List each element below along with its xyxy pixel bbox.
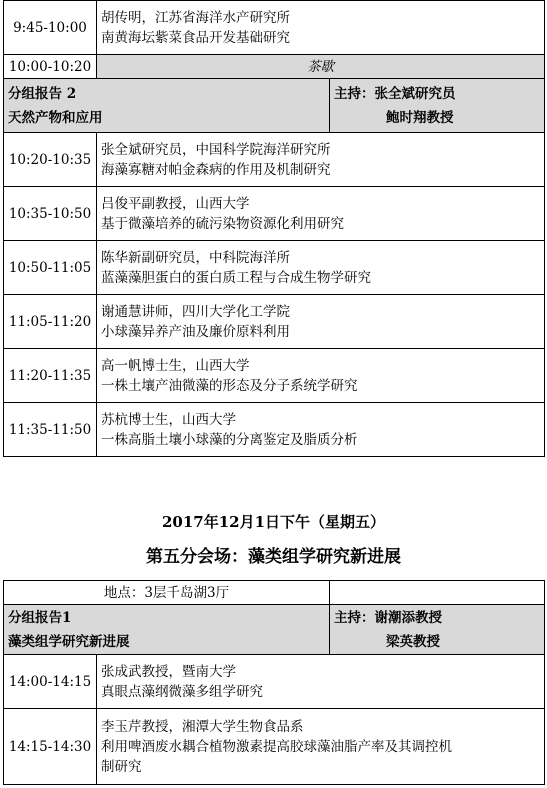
talk-row <box>4 133 545 187</box>
session-host-secondary: 鲍时翔教授 <box>386 109 454 126</box>
talk-row <box>4 295 545 349</box>
talk-details <box>97 133 545 187</box>
session-name <box>4 605 330 655</box>
talk-time: 11:35-11:50 <box>4 403 97 457</box>
talk-speaker: 谢通慧讲师，四川大学化工学院 <box>101 303 290 320</box>
location-empty-cell <box>330 581 545 605</box>
talk-details <box>97 1 545 55</box>
talk-speaker: 李玉芹教授，湘潭大学生物食品系 <box>101 718 304 735</box>
venue-heading: 第五分会场：藻类组学研究新进展 <box>146 547 401 567</box>
session-host-primary: 主持：谢潮添教授 <box>334 609 442 626</box>
talk-topic: 一株高脂土壤小球藻的分离鉴定及脂质分析 <box>101 431 358 448</box>
session-header-row <box>4 79 545 133</box>
session-host-secondary: 梁英教授 <box>386 633 440 650</box>
talk-details <box>97 403 545 457</box>
talk-details <box>97 241 545 295</box>
talk-row <box>4 1 545 55</box>
talk-topic: 小球藻异养产油及廉价原料利用 <box>101 323 290 340</box>
session-header-row <box>4 605 545 655</box>
session-number: 分组报告 2 <box>8 85 77 102</box>
talk-speaker: 胡传明，江苏省海洋水产研究所 <box>101 9 290 26</box>
talk-speaker: 张成武教授，暨南大学 <box>101 663 236 680</box>
talk-speaker: 苏杭博士生，山西大学 <box>101 411 236 428</box>
talk-topic-line1: 利用啤酒废水耦合植物激素提高胶球藻油脂产率及其调控机 <box>101 738 452 755</box>
talk-topic: 蓝藻藻胆蛋白的蛋白质工程与合成生物学研究 <box>101 269 371 286</box>
talk-speaker: 吕俊平副教授，山西大学 <box>101 195 250 212</box>
session-number: 分组报告1 <box>8 609 72 626</box>
talk-row <box>4 655 545 709</box>
talk-time: 10:35-10:50 <box>4 187 97 241</box>
talk-details <box>97 709 545 785</box>
talk-topic: 南黄海坛紫菜食品开发基础研究 <box>101 29 290 46</box>
talk-topic: 一株土壤产油微藻的形态及分子系统学研究 <box>101 377 358 394</box>
talk-topic: 海藻寡糖对帕金森病的作用及机制研究 <box>101 161 331 178</box>
talk-time: 11:20-11:35 <box>4 349 97 403</box>
talk-time: 14:15-14:30 <box>4 709 97 785</box>
morning-schedule-table <box>3 0 545 457</box>
break-label: 茶歇 <box>97 55 545 79</box>
talk-time: 14:00-14:15 <box>4 655 97 709</box>
session-host-primary: 主持：张全斌研究员 <box>334 85 456 102</box>
talk-row <box>4 187 545 241</box>
session-theme: 天然产物和应用 <box>8 109 103 126</box>
talk-time: 10:20-10:35 <box>4 133 97 187</box>
location-row <box>4 581 545 605</box>
session-theme: 藻类组学研究新进展 <box>8 633 130 650</box>
session-name <box>4 79 330 133</box>
talk-row <box>4 709 545 785</box>
talk-speaker: 张全斌研究员，中国科学院海洋研究所 <box>101 141 331 158</box>
talk-details <box>97 349 545 403</box>
talk-speaker: 陈华新副研究员，中科院海洋所 <box>101 249 290 266</box>
session-hosts <box>330 605 545 655</box>
afternoon-schedule-table <box>3 580 545 785</box>
talk-topic: 真眼点藻纲微藻多组学研究 <box>101 683 263 700</box>
session-date-heading: 2017年12月1日下午（星期五） <box>161 513 386 531</box>
break-row <box>4 55 545 79</box>
talk-time: 11:05-11:20 <box>4 295 97 349</box>
talk-time: 9:45-10:00 <box>4 1 97 55</box>
break-time: 10:00-10:20 <box>4 55 97 79</box>
location-label: 地点：3层千岛湖3厅 <box>4 581 330 605</box>
talk-time: 10:50-11:05 <box>4 241 97 295</box>
talk-row <box>4 403 545 457</box>
talk-topic-line2: 制研究 <box>101 758 142 775</box>
talk-row <box>4 241 545 295</box>
talk-details <box>97 655 545 709</box>
talk-details <box>97 295 545 349</box>
talk-speaker: 高一帆博士生，山西大学 <box>101 357 250 374</box>
talk-topic: 基于微藻培养的硫污染物资源化利用研究 <box>101 215 344 232</box>
talk-row <box>4 349 545 403</box>
session-hosts <box>330 79 545 133</box>
talk-details <box>97 187 545 241</box>
